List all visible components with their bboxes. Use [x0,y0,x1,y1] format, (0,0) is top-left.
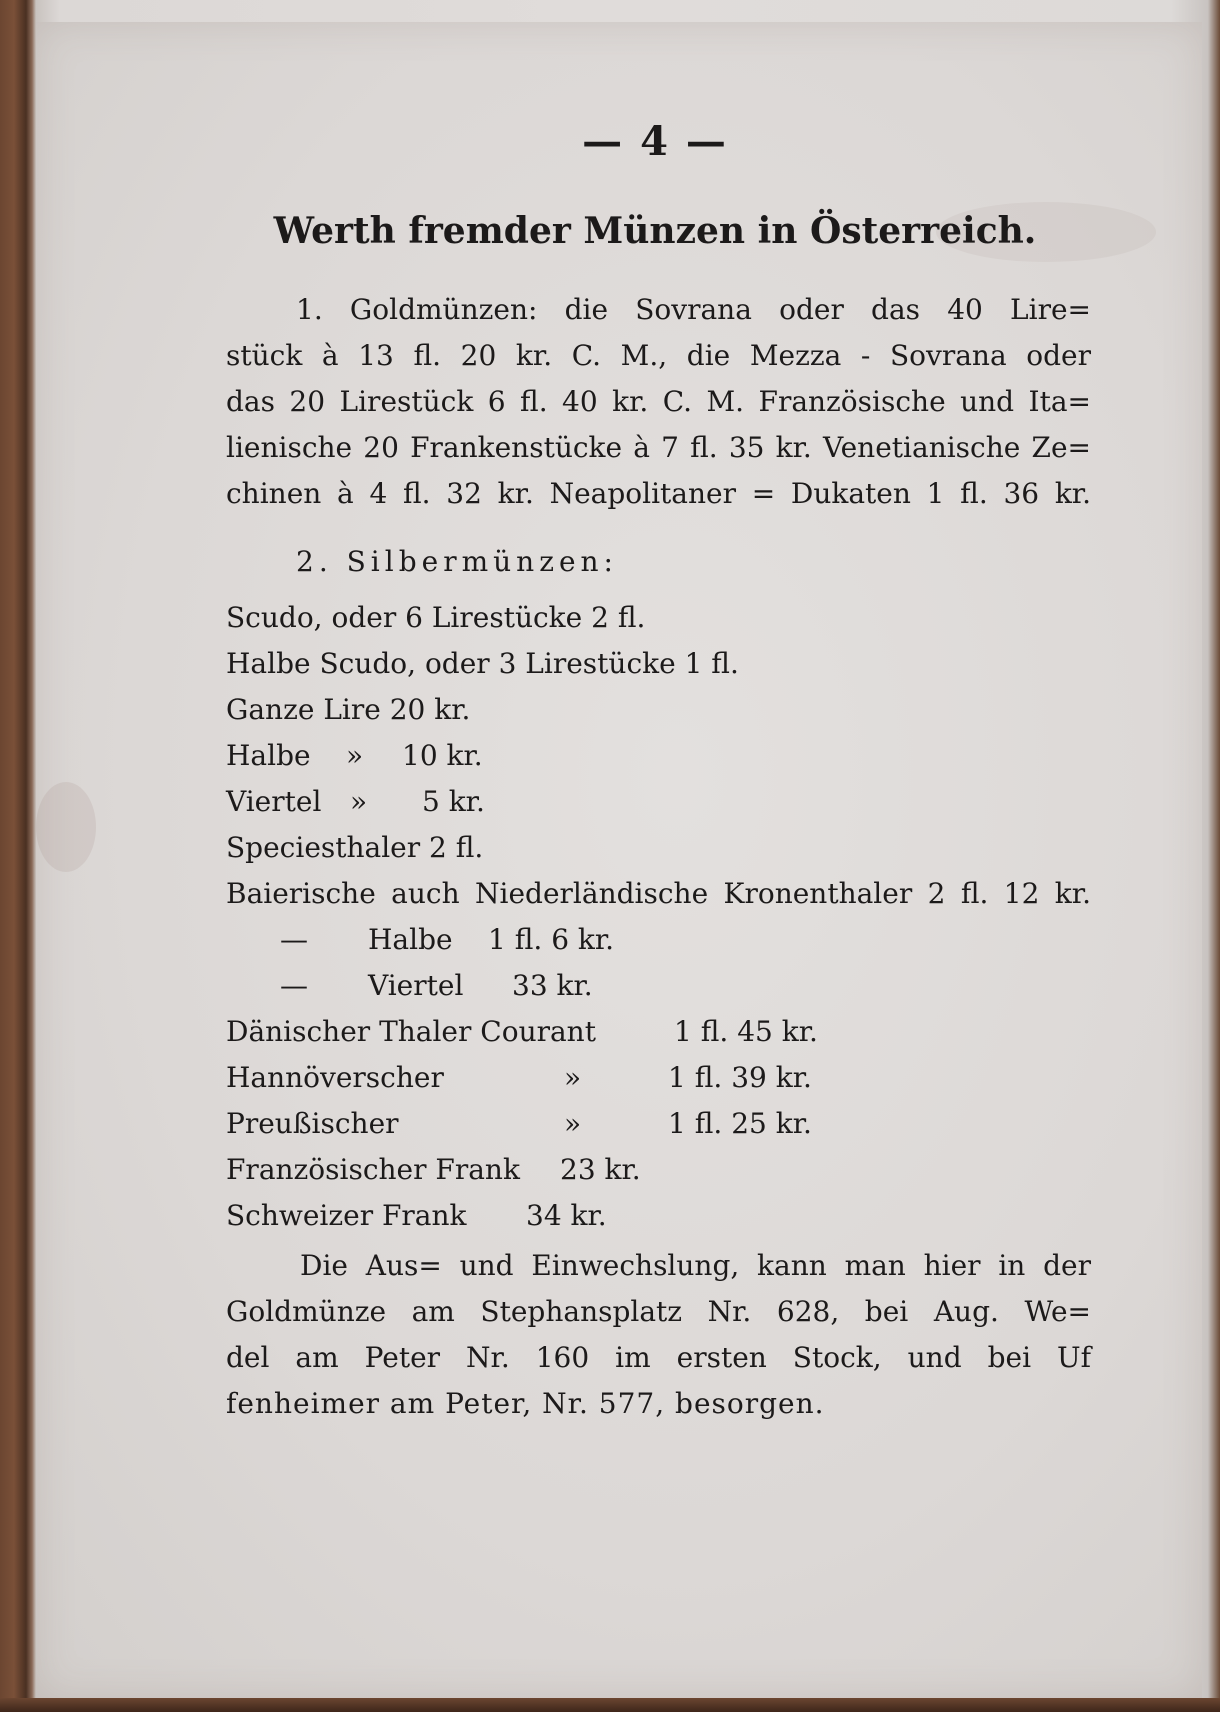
page-title: Werth fremder Münzen in Österreich. [273,210,1037,252]
coin-name: Französischer Frank [226,1153,520,1186]
coin-value: 33 kr. [512,969,593,1002]
coin-name: Dänischer Thaler Courant [226,1015,596,1048]
dash-mark: — [280,969,308,1002]
coin-name: Halbe [226,739,311,772]
silver-row-daenischer [226,1012,926,1052]
silver-row-ganze-lire: Ganze Lire 20 kr. [226,693,471,726]
gold-line-1: 1. Goldmünzen: die Sovrana oder das 40 Lire= [296,293,1091,326]
coin-value: 1 fl. 25 kr. [668,1107,812,1140]
ditto-mark: » [350,785,368,818]
coin-name: Viertel [226,785,322,818]
coin-value: 34 kr. [526,1199,607,1232]
coin-value: 1 fl. 45 kr. [674,1015,818,1048]
exchange-line-1: Die Aus= und Einwechslung, kann man hier in der [300,1249,1091,1282]
silver-row-franzoesischer-frank [226,1150,826,1190]
ditto-mark: » [564,1061,582,1094]
page-number: — 4 — [582,118,728,165]
silver-row-kronen-halbe [226,920,726,960]
exchange-line-4: fenheimer am Peter, Nr. 577, besorgen. [226,1387,825,1420]
silver-row-halbe-scudo: Halbe Scudo, oder 3 Lirestücke 1 fl. [226,647,739,680]
silver-heading: 2. Silbermünzen: [296,545,618,578]
gold-line-2: stück à 13 fl. 20 kr. C. M., die Mezza - Sovrana oder [226,339,1091,372]
silver-row-speciesthaler: Speciesthaler 2 fl. [226,831,484,864]
coin-name: Halbe [368,923,453,956]
coin-value: 23 kr. [560,1153,641,1186]
coin-value: 5 kr. [422,785,485,818]
exchange-line-2: Goldmünze am Stephansplatz Nr. 628, bei Aug. We= [226,1295,1091,1328]
silver-row-preussischer [226,1104,926,1144]
coin-value: 1 fl. 39 kr. [668,1061,812,1094]
page-stain [36,782,96,872]
silver-row-hannoeverscher [226,1058,926,1098]
coin-name: Hannöverscher [226,1061,444,1094]
gold-line-5: chinen à 4 fl. 32 kr. Neapolitaner = Dukaten 1 fl. 36 kr. [226,477,1091,510]
dash-mark: — [280,923,308,956]
book-bottom-edge [0,1698,1220,1712]
silver-row-halbe-lire [226,736,726,776]
silver-row-viertel-lire [226,782,726,822]
gold-line-4: lienische 20 Frankenstücke à 7 fl. 35 kr. Venetianische Ze= [226,431,1091,464]
coin-value: 1 fl. 6 kr. [488,923,615,956]
gold-line-3: das 20 Lirestück 6 fl. 40 kr. C. M. Französische und Ita= [226,385,1091,418]
ditto-mark: » [346,739,364,772]
exchange-line-3: del am Peter Nr. 160 im ersten Stock, und bei Uf [226,1341,1091,1374]
silver-row-scudo: Scudo, oder 6 Lirestücke 2 fl. [226,601,646,634]
ditto-mark: » [564,1107,582,1140]
coin-value: 10 kr. [402,739,483,772]
silver-row-schweizer-frank [226,1196,826,1236]
silver-row-kronenthaler: Baierische auch Niederländische Kronenthaler 2 fl. 12 kr. [226,877,1091,910]
coin-name: Viertel [368,969,464,1002]
silver-row-kronen-viertel [226,966,726,1006]
coin-name: Preußischer [226,1107,399,1140]
coin-name: Schweizer Frank [226,1199,467,1232]
